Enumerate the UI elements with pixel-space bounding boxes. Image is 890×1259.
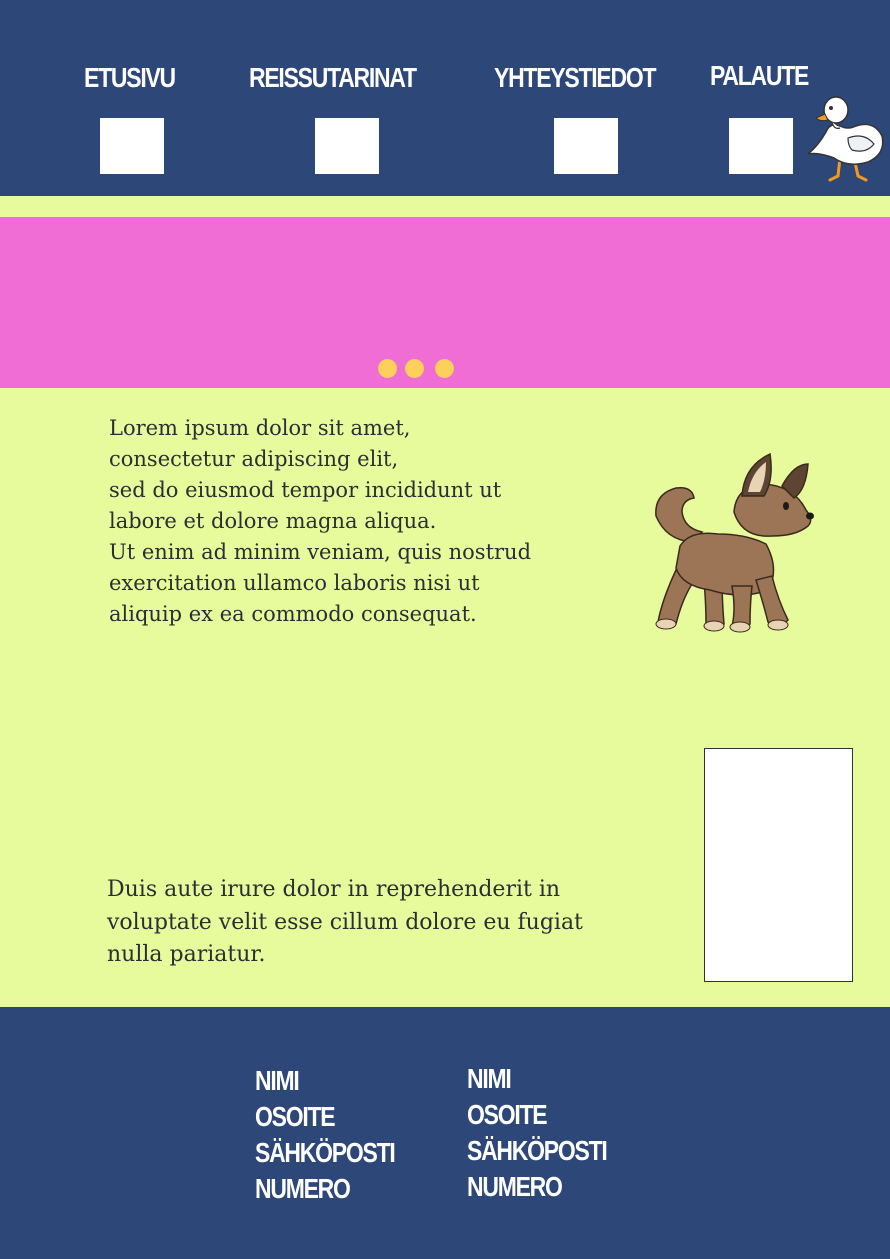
nav-link-yhteystiedot[interactable]: YHTEYSTIEDOT [494,62,656,93]
contact-email: SÄHKÖPOSTI [255,1137,395,1168]
nav-icon-placeholder-etusivu[interactable] [100,118,164,174]
nav-icon-placeholder-reissutarinat[interactable] [315,118,379,174]
contact-email: SÄHKÖPOSTI [467,1135,607,1166]
intro-paragraph: Lorem ipsum dolor sit amet, consectetur adipiscing elit, sed do eiusmod tempor incididunt ut labore et dolore magna aliqua. Ut enim ad minim veniam, quis nostrud exercitation ullamco laboris nisi ut aliquip ex ea commodo consequat. [109,416,532,626]
site-header [0,0,890,196]
contact-address: OSOITE [467,1099,547,1130]
contact-phone: NUMERO [467,1171,562,1202]
contact-address: OSOITE [255,1101,335,1132]
nav-link-etusivu[interactable]: ETUSIVU [84,62,175,93]
secondary-paragraph: Duis aute irure dolor in reprehenderit in voluptate velit esse cillum dolore eu fugiat nulla pariatur. [107,877,583,967]
contact-name: NIMI [255,1065,299,1096]
duck-icon [804,92,886,186]
nav-link-palaute[interactable]: PALAUTE [710,60,809,91]
contact-block-2 [467,1061,607,1205]
dog-icon [646,450,816,636]
contact-phone: NUMERO [255,1173,350,1204]
slider-dot-1[interactable] [378,359,397,378]
nav-icon-placeholder-palaute[interactable] [729,118,793,174]
slider-dot-2[interactable] [405,359,424,378]
nav-icon-placeholder-yhteystiedot[interactable] [554,118,618,174]
nav-link-reissutarinat[interactable]: REISSUTARINAT [249,62,416,93]
slider-dot-3[interactable] [435,359,454,378]
contact-name: NIMI [467,1063,511,1094]
image-placeholder [704,748,853,982]
contact-block-1 [255,1063,395,1207]
site-footer [0,1007,890,1259]
